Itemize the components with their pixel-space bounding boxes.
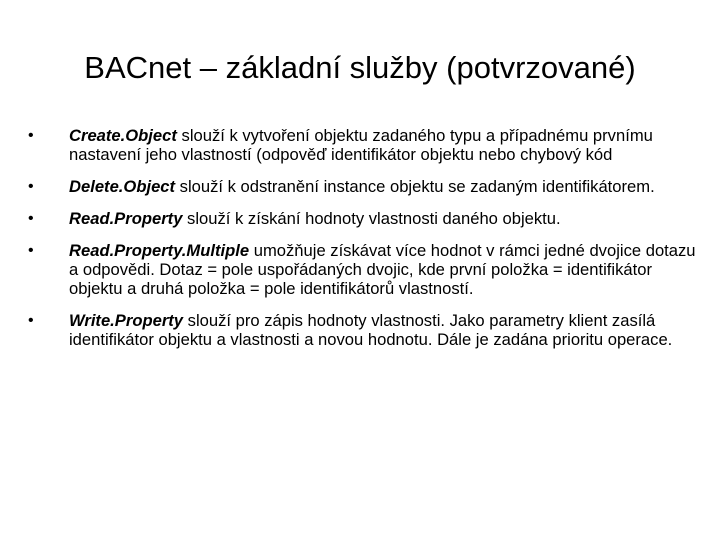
bullet-term: Read.Property.Multiple — [69, 241, 250, 260]
bullet-dot-icon: • — [28, 312, 34, 329]
bullet-term: Create.Object — [69, 126, 177, 145]
bullet-item-write-property — [28, 311, 698, 349]
bullet-term: Write.Property — [69, 311, 184, 330]
bullet-dot-icon: • — [28, 127, 34, 144]
bullet-item-read-property — [28, 209, 698, 228]
bullet-item-delete-object — [28, 177, 698, 196]
bullet-text: slouží k získání hodnoty vlastnosti daného objektu. — [182, 209, 561, 228]
bullet-text: slouží pro zápis hodnoty vlastnosti. Jako parametry klient zasílá identifikátor objektu a vlastnosti a novou hodnotu. Dále je zadána prioritu operace. — [69, 311, 673, 349]
bullet-item-create-object — [28, 126, 698, 164]
bullet-term: Delete.Object — [69, 177, 176, 196]
slide-title: BACnet – základní služby (potvrzované) — [84, 50, 636, 85]
bullet-list — [28, 126, 698, 362]
bullet-text: slouží k odstranění instance objektu se zadaným identifikátorem. — [175, 177, 655, 196]
bullet-text: slouží k vytvoření objektu zadaného typu a případnému prvnímu nastavení jeho vlastností (odpověď identifikátor objektu nebo chybový kód — [69, 126, 653, 164]
bullet-text: umožňuje získávat více hodnot v rámci jedné dvojice dotazu a odpovědi. Dotaz = pole uspořádaných dvojic, kde první položka = identifikátor objektu a druhá položka = pole identifikátorů vlastností. — [69, 241, 696, 298]
bullet-dot-icon: • — [28, 210, 34, 227]
bullet-term: Read.Property — [69, 209, 183, 228]
bullet-item-read-property-multiple — [28, 241, 698, 298]
bullet-dot-icon: • — [28, 242, 34, 259]
bullet-dot-icon: • — [28, 178, 34, 195]
